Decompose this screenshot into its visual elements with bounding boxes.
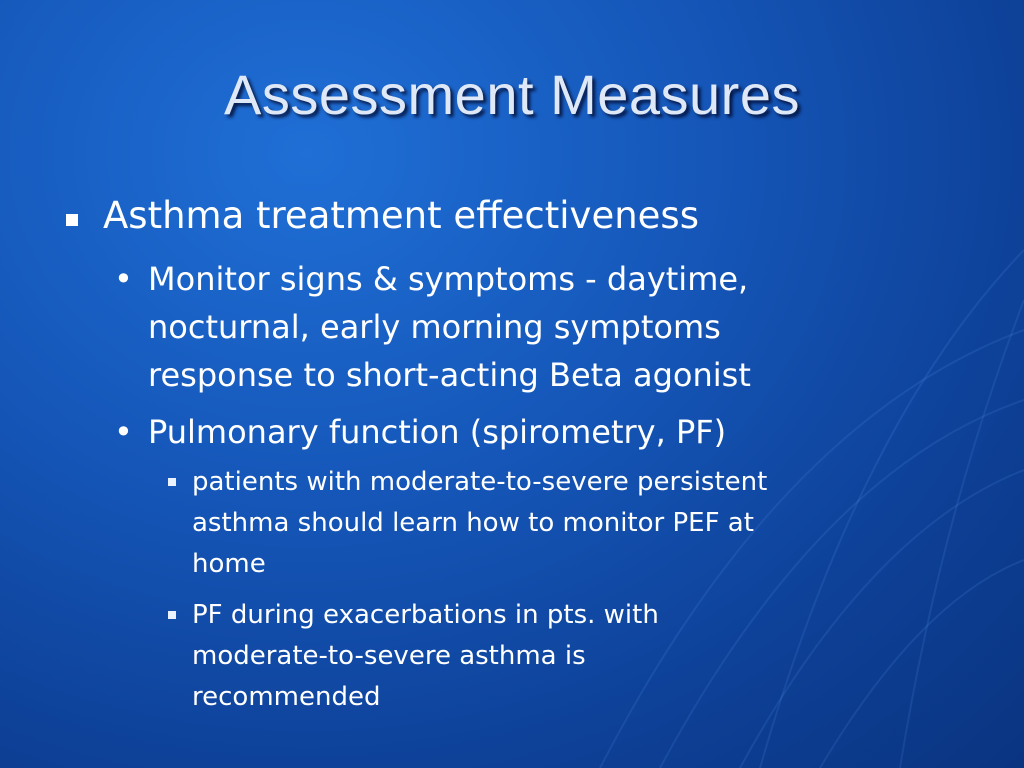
- bullet-monitor-signs-line1: Monitor signs & symptoms - daytime,: [148, 260, 749, 298]
- bullet-monitor-signs-line3: response to short-acting Beta agonist: [148, 356, 751, 394]
- slide-title: Assessment Measures: [224, 63, 800, 126]
- square-bullet-icon: [168, 478, 176, 486]
- bullet-pf-exacerbations-line2: moderate-to-severe asthma is: [192, 641, 586, 671]
- dot-bullet-icon: •: [114, 260, 133, 298]
- bullet-pulmonary-function: Pulmonary function (spirometry, PF): [148, 413, 727, 451]
- bullet-monitor-signs-line2: nocturnal, early morning symptoms: [148, 308, 721, 346]
- bullet-asthma-treatment: Asthma treatment effectiveness: [103, 194, 699, 237]
- bullet-patients-moderate-line2: asthma should learn how to monitor PEF at: [192, 508, 754, 538]
- bullet-pf-exacerbations-line3: recommended: [192, 682, 381, 712]
- dot-bullet-icon: •: [114, 413, 133, 451]
- square-bullet-icon: [168, 611, 176, 619]
- square-bullet-icon: [66, 214, 78, 226]
- bullet-pf-exacerbations-line1: PF during exacerbations in pts. with: [192, 600, 659, 630]
- bullet-patients-moderate-line3: home: [192, 549, 266, 579]
- bullet-patients-moderate-line1: patients with moderate-to-severe persistent: [192, 467, 768, 497]
